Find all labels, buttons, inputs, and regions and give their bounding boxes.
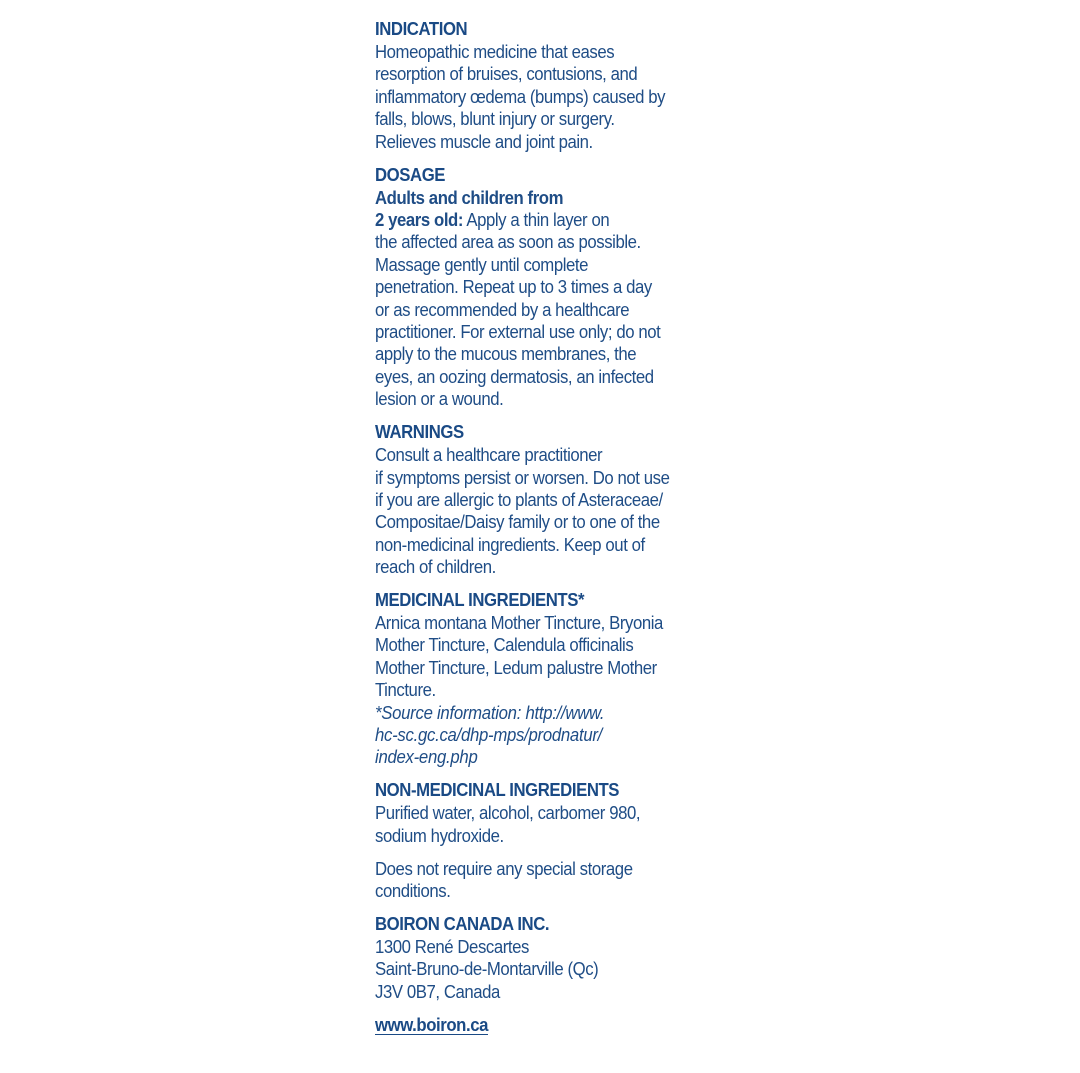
storage-text: Does not require any special storage conditions. (375, 858, 633, 902)
medicinal-ingredients-text: Arnica montana Mother Tincture, Bryonia Mother Tincture, Calendula officinalis Mother Tincture, Ledum palustre Mother Tincture. (375, 613, 663, 701)
source-information: *Source information: http://www. hc-sc.gc.ca/dhp-mps/prodnatur/ index-eng.php (375, 702, 605, 768)
website-section (375, 1014, 691, 1036)
company-section (375, 913, 691, 1003)
non-medicinal-ingredients-text: Purified water, alcohol, carbomer 980, sodium hydroxide. (375, 803, 641, 846)
dosage-age: 2 years old: (375, 209, 464, 230)
dosage-audience: Adults and children from (375, 187, 564, 208)
dosage-text: the affected area as soon as possible. Massage gently until complete penetration. Repeat up to 3 times a day or as recommended by a healthcare practitioner. For external use only; do not apply to the mucous membranes, the eyes, an oozing dermatosis, an infected lesion or a wound. (375, 232, 661, 410)
company-address: 1300 René Descartes Saint-Bruno-de-Montarville (Qc) J3V 0B7, Canada (375, 937, 599, 1002)
indication-section (375, 18, 691, 153)
website-link[interactable]: www.boiron.ca (375, 1014, 488, 1035)
dosage-inline-text: Apply a thin layer on (463, 209, 610, 230)
storage-section (375, 858, 691, 903)
non-medicinal-ingredients-heading: NON-MEDICINAL INGREDIENTS (375, 780, 620, 801)
dosage-heading: DOSAGE (375, 164, 446, 185)
non-medicinal-ingredients-section (375, 779, 691, 847)
medicinal-ingredients-heading: MEDICINAL INGREDIENTS* (375, 590, 585, 611)
indication-heading: INDICATION (375, 19, 468, 39)
medicinal-ingredients-section (375, 589, 691, 769)
product-label-text (375, 18, 691, 1047)
dosage-audience-line (375, 187, 691, 209)
dosage-section (375, 164, 691, 411)
dosage-age-line (375, 209, 691, 231)
indication-text: Homeopathic medicine that eases resorption of bruises, contusions, and inflammatory œdema (bumps) caused by falls, blows, blunt injury or surgery. Relieves muscle and joint pain. (375, 42, 666, 152)
warnings-section (375, 421, 691, 578)
warnings-text: Consult a healthcare practitioner if symptoms persist or worsen. Do not use if you are allergic to plants of Asteraceae/ Compositae/Daisy family or to one of the non-medicinal ingredients. Keep out of reach of children. (375, 445, 670, 578)
company-name: BOIRON CANADA INC. (375, 914, 550, 934)
warnings-heading: WARNINGS (375, 422, 464, 443)
